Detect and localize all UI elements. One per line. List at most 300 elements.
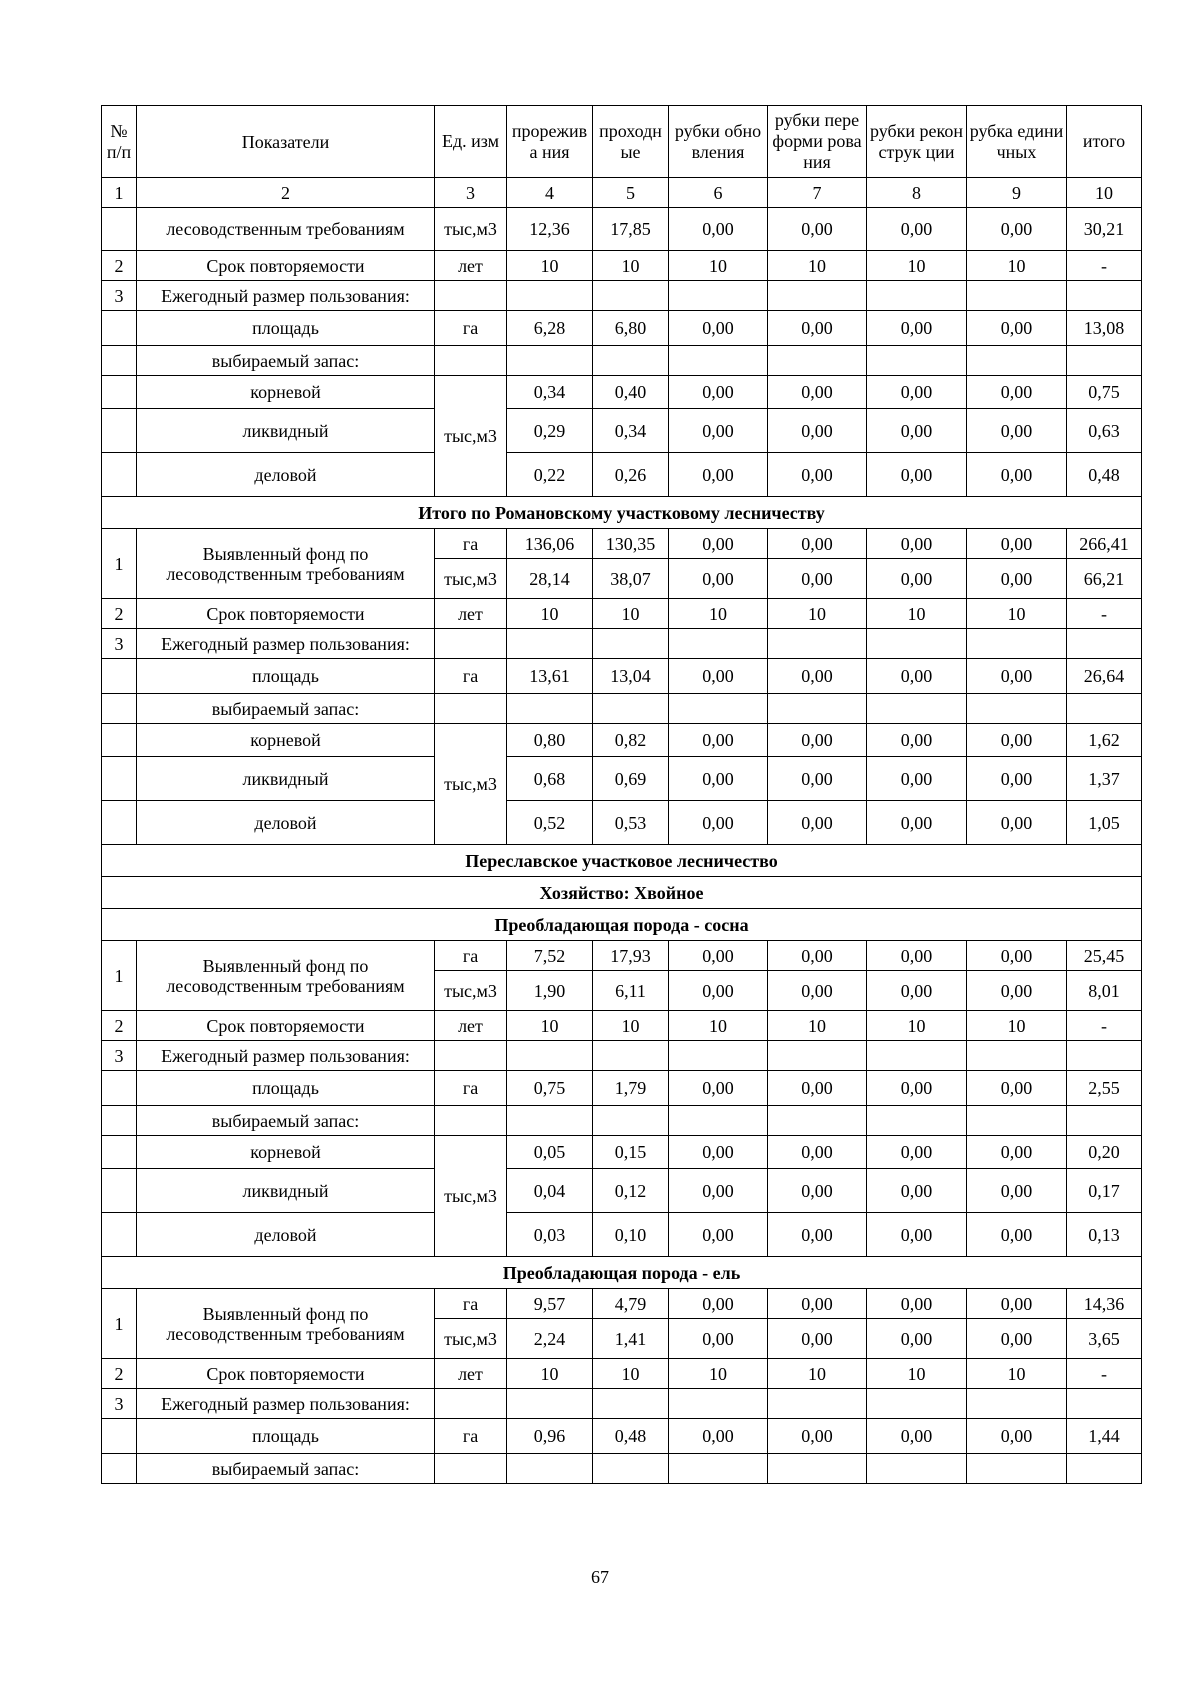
row-number xyxy=(102,1136,137,1169)
empty-cell xyxy=(593,346,669,376)
empty-cell xyxy=(967,1389,1067,1419)
row-number xyxy=(102,694,137,724)
unit-cell: лет xyxy=(435,599,507,629)
value-cell: 9,57 xyxy=(507,1289,593,1319)
row-number xyxy=(102,801,137,845)
value-cell: 0,00 xyxy=(967,1169,1067,1213)
empty-cell xyxy=(768,1454,867,1484)
value-cell: 0,00 xyxy=(768,409,867,453)
value-cell: 10 xyxy=(669,251,768,281)
value-cell: 0,00 xyxy=(669,941,768,971)
column-header: рубки реконструк ции xyxy=(867,106,967,178)
stock-label-row xyxy=(102,1106,1142,1136)
value-cell: 30,21 xyxy=(1067,208,1142,251)
column-number: 7 xyxy=(768,178,867,208)
indicator-label: выбираемый запас: xyxy=(137,346,435,376)
row-number xyxy=(102,376,137,409)
empty-cell xyxy=(967,1106,1067,1136)
value-cell: 0,00 xyxy=(867,1289,967,1319)
value-cell: 10 xyxy=(967,1359,1067,1389)
empty-cell xyxy=(593,281,669,311)
value-cell: 10 xyxy=(967,1011,1067,1041)
value-cell: 0,00 xyxy=(768,1071,867,1106)
unit-cell: тыс,м3 xyxy=(435,208,507,251)
value-cell: 0,53 xyxy=(593,801,669,845)
unit-cell: тыс,м3 xyxy=(435,559,507,599)
value-cell: 14,36 xyxy=(1067,1289,1142,1319)
value-cell: 10 xyxy=(593,251,669,281)
value-cell: 0,15 xyxy=(593,1136,669,1169)
empty-cell xyxy=(593,1454,669,1484)
value-cell: 26,64 xyxy=(1067,659,1142,694)
empty-cell xyxy=(967,1454,1067,1484)
value-cell: 10 xyxy=(593,1011,669,1041)
indicator-label: корневой xyxy=(137,376,435,409)
value-cell: 266,41 xyxy=(1067,529,1142,559)
value-cell: - xyxy=(1067,251,1142,281)
value-cell: 0,00 xyxy=(669,1136,768,1169)
row-number xyxy=(102,1419,137,1454)
value-cell: 0,00 xyxy=(867,1213,967,1257)
annual-row xyxy=(102,1041,1142,1071)
value-cell: 0,68 xyxy=(507,757,593,801)
value-cell: - xyxy=(1067,599,1142,629)
empty-cell xyxy=(867,694,967,724)
indicator-label: деловой xyxy=(137,1213,435,1257)
column-header: рубки переформи рования xyxy=(768,106,867,178)
indicator-label: Ежегодный размер пользования: xyxy=(137,281,435,311)
value-cell: 10 xyxy=(669,1359,768,1389)
value-cell: 0,00 xyxy=(768,1289,867,1319)
indicator-label: площадь xyxy=(137,659,435,694)
value-cell: 1,62 xyxy=(1067,724,1142,757)
stock-row xyxy=(102,453,1142,497)
value-cell: 0,69 xyxy=(593,757,669,801)
empty-cell xyxy=(593,694,669,724)
empty-cell xyxy=(768,1106,867,1136)
empty-cell xyxy=(435,1041,507,1071)
value-cell: 13,08 xyxy=(1067,311,1142,346)
value-cell: 0,00 xyxy=(967,941,1067,971)
value-cell: 0,82 xyxy=(593,724,669,757)
value-cell: 0,75 xyxy=(507,1071,593,1106)
empty-cell xyxy=(1067,346,1142,376)
value-cell: 0,00 xyxy=(768,724,867,757)
repeat-row xyxy=(102,1359,1142,1389)
row-number: 1 xyxy=(102,1289,137,1359)
indicator-label: Ежегодный размер пользования: xyxy=(137,1041,435,1071)
empty-cell xyxy=(669,1041,768,1071)
empty-cell xyxy=(669,1106,768,1136)
value-cell: 0,12 xyxy=(593,1169,669,1213)
indicator-label: ликвидный xyxy=(137,1169,435,1213)
value-cell: 0,00 xyxy=(867,311,967,346)
indicator-label: площадь xyxy=(137,1071,435,1106)
empty-cell xyxy=(435,281,507,311)
column-number-row xyxy=(102,178,1142,208)
section-heading-row xyxy=(102,845,1142,877)
value-cell: 6,11 xyxy=(593,971,669,1011)
empty-cell xyxy=(768,346,867,376)
annual-row xyxy=(102,281,1142,311)
empty-cell xyxy=(593,1389,669,1419)
value-cell: 10 xyxy=(768,251,867,281)
value-cell: 8,01 xyxy=(1067,971,1142,1011)
empty-cell xyxy=(967,1041,1067,1071)
column-number: 3 xyxy=(435,178,507,208)
value-cell: 10 xyxy=(867,1011,967,1041)
value-cell: 0,00 xyxy=(967,559,1067,599)
stock-row xyxy=(102,724,1142,757)
value-cell: 1,05 xyxy=(1067,801,1142,845)
value-cell: 1,79 xyxy=(593,1071,669,1106)
empty-cell xyxy=(435,346,507,376)
value-cell: 0,80 xyxy=(507,724,593,757)
indicator-label: деловой xyxy=(137,453,435,497)
value-cell: 66,21 xyxy=(1067,559,1142,599)
unit-cell: га xyxy=(435,1289,507,1319)
unit-cell: га xyxy=(435,941,507,971)
value-cell: 0,00 xyxy=(669,1169,768,1213)
column-header: прорежива ния xyxy=(507,106,593,178)
indicator-label: Срок повторяемости xyxy=(137,599,435,629)
value-cell: 10 xyxy=(507,251,593,281)
value-cell: 7,52 xyxy=(507,941,593,971)
value-cell: 130,35 xyxy=(593,529,669,559)
indicator-label: Срок повторяемости xyxy=(137,1359,435,1389)
value-cell: 0,00 xyxy=(867,971,967,1011)
value-cell: 0,34 xyxy=(507,376,593,409)
indicator-label: площадь xyxy=(137,1419,435,1454)
row-number xyxy=(102,453,137,497)
value-cell: 0,00 xyxy=(768,1169,867,1213)
unit-cell: га xyxy=(435,659,507,694)
value-cell: 0,00 xyxy=(867,376,967,409)
area-row xyxy=(102,311,1142,346)
empty-cell xyxy=(768,694,867,724)
value-cell: 0,00 xyxy=(867,659,967,694)
value-cell: 0,00 xyxy=(768,941,867,971)
value-cell: 0,00 xyxy=(768,453,867,497)
row-number: 2 xyxy=(102,599,137,629)
indicator-label: выбираемый запас: xyxy=(137,694,435,724)
value-cell: 0,00 xyxy=(967,659,1067,694)
empty-cell xyxy=(1067,1106,1142,1136)
value-cell: 10 xyxy=(507,1359,593,1389)
row-number: 3 xyxy=(102,1041,137,1071)
stock-row xyxy=(102,801,1142,845)
value-cell: 0,00 xyxy=(669,1213,768,1257)
row-number xyxy=(102,208,137,251)
value-cell: 0,00 xyxy=(669,208,768,251)
row-number: 1 xyxy=(102,941,137,1011)
value-cell: 1,41 xyxy=(593,1319,669,1359)
value-cell: 10 xyxy=(507,599,593,629)
empty-cell xyxy=(867,346,967,376)
empty-cell xyxy=(435,629,507,659)
value-cell: 10 xyxy=(967,599,1067,629)
value-cell: 13,04 xyxy=(593,659,669,694)
value-cell: 0,40 xyxy=(593,376,669,409)
indicator-label: выбираемый запас: xyxy=(137,1106,435,1136)
indicator-label: корневой xyxy=(137,1136,435,1169)
repeat-row xyxy=(102,599,1142,629)
value-cell: 0,00 xyxy=(967,453,1067,497)
row-number xyxy=(102,346,137,376)
value-cell: 17,93 xyxy=(593,941,669,971)
value-cell: 0,00 xyxy=(867,559,967,599)
unit-cell: га xyxy=(435,311,507,346)
unit-cell: тыс,м3 xyxy=(435,971,507,1011)
row-number: 2 xyxy=(102,251,137,281)
indicator-label: деловой xyxy=(137,801,435,845)
unit-cell: тыс,м3 xyxy=(435,724,507,845)
column-header: Ед. изм xyxy=(435,106,507,178)
empty-cell xyxy=(669,346,768,376)
column-number: 9 xyxy=(967,178,1067,208)
section-heading-row xyxy=(102,497,1142,529)
row-number xyxy=(102,1169,137,1213)
value-cell: 3,65 xyxy=(1067,1319,1142,1359)
value-cell: 0,00 xyxy=(768,801,867,845)
fund-row xyxy=(102,208,1142,251)
value-cell: 0,00 xyxy=(867,941,967,971)
fund-row xyxy=(102,529,1142,559)
row-number xyxy=(102,1454,137,1484)
stock-row xyxy=(102,757,1142,801)
value-cell: 0,96 xyxy=(507,1419,593,1454)
value-cell: 0,48 xyxy=(1067,453,1142,497)
value-cell: 2,55 xyxy=(1067,1071,1142,1106)
fund-row xyxy=(102,941,1142,971)
value-cell: 0,00 xyxy=(669,971,768,1011)
row-number xyxy=(102,659,137,694)
empty-cell xyxy=(967,694,1067,724)
area-row xyxy=(102,659,1142,694)
empty-cell xyxy=(768,1041,867,1071)
value-cell: 0,04 xyxy=(507,1169,593,1213)
value-cell: 10 xyxy=(593,599,669,629)
stock-row xyxy=(102,1136,1142,1169)
column-number: 8 xyxy=(867,178,967,208)
value-cell: 0,00 xyxy=(669,757,768,801)
column-number: 5 xyxy=(593,178,669,208)
value-cell: 10 xyxy=(967,251,1067,281)
empty-cell xyxy=(768,281,867,311)
section-heading: Преобладающая порода - ель xyxy=(102,1257,1142,1289)
value-cell: 0,00 xyxy=(967,1319,1067,1359)
value-cell: 0,13 xyxy=(1067,1213,1142,1257)
value-cell: 0,05 xyxy=(507,1136,593,1169)
empty-cell xyxy=(867,629,967,659)
value-cell: 10 xyxy=(768,1011,867,1041)
area-row xyxy=(102,1071,1142,1106)
empty-cell xyxy=(967,281,1067,311)
empty-cell xyxy=(1067,629,1142,659)
indicator-label: Ежегодный размер пользования: xyxy=(137,1389,435,1419)
empty-cell xyxy=(867,281,967,311)
value-cell: 0,00 xyxy=(768,529,867,559)
stock-label-row xyxy=(102,346,1142,376)
value-cell: 38,07 xyxy=(593,559,669,599)
value-cell: 0,00 xyxy=(867,1419,967,1454)
value-cell: 0,00 xyxy=(867,529,967,559)
row-number: 1 xyxy=(102,529,137,599)
value-cell: 0,34 xyxy=(593,409,669,453)
value-cell: 0,00 xyxy=(967,1289,1067,1319)
value-cell: 10 xyxy=(593,1359,669,1389)
empty-cell xyxy=(967,346,1067,376)
stock-row xyxy=(102,376,1142,409)
empty-cell xyxy=(867,1106,967,1136)
stock-row xyxy=(102,1213,1142,1257)
indicator-label: Ежегодный размер пользования: xyxy=(137,629,435,659)
empty-cell xyxy=(507,281,593,311)
section-heading: Хозяйство: Хвойное xyxy=(102,877,1142,909)
value-cell: 0,22 xyxy=(507,453,593,497)
value-cell: 0,00 xyxy=(867,724,967,757)
empty-cell xyxy=(669,1389,768,1419)
value-cell: 0,00 xyxy=(669,1419,768,1454)
indicator-label: Срок повторяемости xyxy=(137,251,435,281)
value-cell: 136,06 xyxy=(507,529,593,559)
page-number: 67 xyxy=(591,1567,609,1587)
value-cell: 0,63 xyxy=(1067,409,1142,453)
column-header: проходн ые xyxy=(593,106,669,178)
section-heading-row xyxy=(102,1257,1142,1289)
unit-cell: лет xyxy=(435,251,507,281)
value-cell: - xyxy=(1067,1011,1142,1041)
annual-row xyxy=(102,1389,1142,1419)
value-cell: 0,00 xyxy=(967,529,1067,559)
empty-cell xyxy=(507,346,593,376)
value-cell: 0,00 xyxy=(867,757,967,801)
value-cell: 0,00 xyxy=(669,1071,768,1106)
indicator-label: выбираемый запас: xyxy=(137,1454,435,1484)
empty-cell xyxy=(507,1041,593,1071)
value-cell: 0,00 xyxy=(669,559,768,599)
column-header: Показатели xyxy=(137,106,435,178)
value-cell: 0,00 xyxy=(967,1213,1067,1257)
value-cell: 10 xyxy=(768,599,867,629)
indicator-label: Выявленный фонд по лесоводственным требованиям xyxy=(137,529,435,599)
value-cell: 0,00 xyxy=(669,1289,768,1319)
empty-cell xyxy=(768,1389,867,1419)
value-cell: 0,00 xyxy=(669,311,768,346)
area-row xyxy=(102,1419,1142,1454)
row-number xyxy=(102,724,137,757)
section-heading-row xyxy=(102,877,1142,909)
forest-use-table xyxy=(101,105,1142,1484)
value-cell: 0,00 xyxy=(967,1136,1067,1169)
value-cell: 0,00 xyxy=(867,801,967,845)
column-number: 4 xyxy=(507,178,593,208)
value-cell: 0,00 xyxy=(867,1319,967,1359)
indicator-label: Выявленный фонд по лесоводственным требованиям xyxy=(137,1289,435,1359)
value-cell: 0,00 xyxy=(669,453,768,497)
value-cell: 0,00 xyxy=(967,724,1067,757)
empty-cell xyxy=(867,1041,967,1071)
row-number xyxy=(102,1213,137,1257)
value-cell: 0,00 xyxy=(867,409,967,453)
empty-cell xyxy=(435,1454,507,1484)
value-cell: 0,00 xyxy=(967,376,1067,409)
value-cell: 12,36 xyxy=(507,208,593,251)
row-number xyxy=(102,1106,137,1136)
row-number: 2 xyxy=(102,1359,137,1389)
value-cell: 1,44 xyxy=(1067,1419,1142,1454)
row-number: 3 xyxy=(102,629,137,659)
value-cell: 0,00 xyxy=(867,208,967,251)
empty-cell xyxy=(669,629,768,659)
indicator-label: корневой xyxy=(137,724,435,757)
repeat-row xyxy=(102,251,1142,281)
value-cell: 0,00 xyxy=(669,409,768,453)
value-cell: 0,00 xyxy=(967,409,1067,453)
value-cell: 0,00 xyxy=(669,529,768,559)
value-cell: 0,00 xyxy=(768,971,867,1011)
value-cell: 0,00 xyxy=(669,1319,768,1359)
repeat-row xyxy=(102,1011,1142,1041)
value-cell: 17,85 xyxy=(593,208,669,251)
value-cell: 0,00 xyxy=(768,376,867,409)
value-cell: 10 xyxy=(867,251,967,281)
indicator-label: площадь xyxy=(137,311,435,346)
column-header: рубка единичных xyxy=(967,106,1067,178)
empty-cell xyxy=(435,1389,507,1419)
column-number: 2 xyxy=(137,178,435,208)
value-cell: 0,00 xyxy=(768,659,867,694)
value-cell: 0,00 xyxy=(967,208,1067,251)
row-number xyxy=(102,311,137,346)
indicator-label: ликвидный xyxy=(137,757,435,801)
value-cell: 10 xyxy=(507,1011,593,1041)
section-heading: Преобладающая порода - сосна xyxy=(102,909,1142,941)
unit-cell: тыс,м3 xyxy=(435,1319,507,1359)
value-cell: 0,17 xyxy=(1067,1169,1142,1213)
unit-cell: га xyxy=(435,1419,507,1454)
value-cell: 10 xyxy=(867,1359,967,1389)
empty-cell xyxy=(1067,1389,1142,1419)
value-cell: 0,00 xyxy=(768,311,867,346)
column-number: 10 xyxy=(1067,178,1142,208)
value-cell: 0,00 xyxy=(967,1419,1067,1454)
empty-cell xyxy=(507,1106,593,1136)
value-cell: 0,29 xyxy=(507,409,593,453)
empty-cell xyxy=(1067,281,1142,311)
unit-cell: га xyxy=(435,1071,507,1106)
value-cell: 0,00 xyxy=(967,757,1067,801)
stock-row xyxy=(102,409,1142,453)
row-number: 3 xyxy=(102,1389,137,1419)
column-header: итого xyxy=(1067,106,1142,178)
unit-cell: га xyxy=(435,529,507,559)
fund-row xyxy=(102,1289,1142,1319)
unit-cell: тыс,м3 xyxy=(435,1136,507,1257)
empty-cell xyxy=(1067,1041,1142,1071)
empty-cell xyxy=(669,281,768,311)
value-cell: 0,00 xyxy=(669,376,768,409)
section-heading: Переславское участковое лесничество xyxy=(102,845,1142,877)
empty-cell xyxy=(867,1454,967,1484)
section-heading-row xyxy=(102,909,1142,941)
value-cell: 0,75 xyxy=(1067,376,1142,409)
empty-cell xyxy=(593,1041,669,1071)
empty-cell xyxy=(435,1106,507,1136)
value-cell: 0,26 xyxy=(593,453,669,497)
value-cell: 0,00 xyxy=(967,801,1067,845)
value-cell: 10 xyxy=(867,599,967,629)
